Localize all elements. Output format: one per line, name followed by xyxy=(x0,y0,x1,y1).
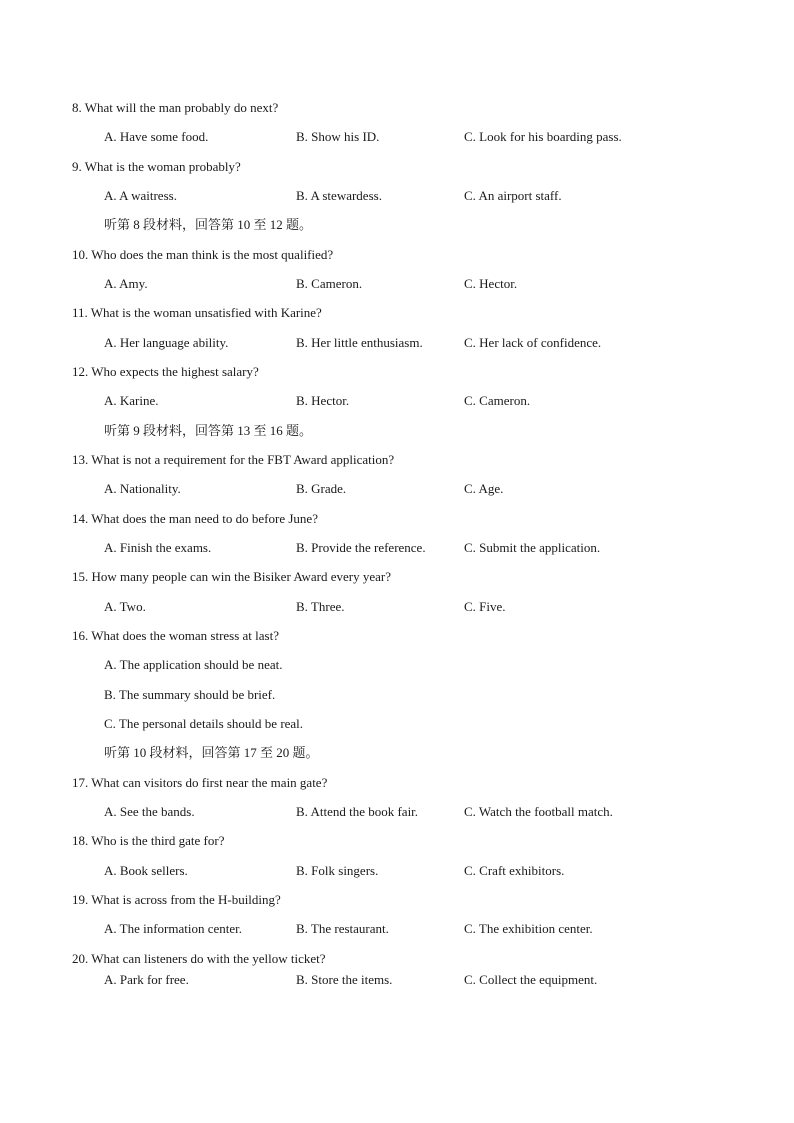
option-a: A. Park for free. xyxy=(104,972,189,987)
option-c: C. Five. xyxy=(464,599,506,614)
option-c: C. Craft exhibitors. xyxy=(464,863,565,878)
option-b: B. The restaurant. xyxy=(296,921,389,936)
option-a: A. Amy. xyxy=(104,276,148,291)
option-a: A. Her language ability. xyxy=(104,335,229,350)
question-stem: 13. What is not a requirement for the FBT Award application? xyxy=(72,452,395,467)
option-b: B. Provide the reference. xyxy=(296,540,426,555)
option-c: C. Look for his boarding pass. xyxy=(464,129,622,144)
option-a: A. The application should be neat. xyxy=(104,657,283,672)
option-a: A. Nationality. xyxy=(104,481,181,496)
section-instruction: 听第 10 段材料，回答第 17 至 20 题。 xyxy=(104,745,319,760)
option-c: C. Age. xyxy=(464,481,504,496)
section-instruction: 听第 9 段材料，回答第 13 至 16 题。 xyxy=(104,423,313,438)
question-stem: 15. How many people can win the Bisiker Award every year? xyxy=(72,569,392,584)
option-a: A. Finish the exams. xyxy=(104,540,212,555)
option-b: B. Show his ID. xyxy=(296,129,380,144)
option-c: C. Watch the football match. xyxy=(464,804,613,819)
question-stem: 17. What can visitors do first near the main gate? xyxy=(72,775,328,790)
option-c: C. Cameron. xyxy=(464,393,531,408)
option-b: B. Attend the book fair. xyxy=(296,804,419,819)
option-a: A. See the bands. xyxy=(104,804,195,819)
question-stem: 8. What will the man probably do next? xyxy=(72,100,279,115)
option-b: B. Store the items. xyxy=(296,972,393,987)
option-b: B. Hector. xyxy=(296,393,350,408)
option-a: A. Karine. xyxy=(104,393,159,408)
option-c: C. The personal details should be real. xyxy=(104,716,304,731)
option-c: C. Collect the equipment. xyxy=(464,972,598,987)
question-stem: 20. What can listeners do with the yellow ticket? xyxy=(72,951,326,966)
question-stem: 18. Who is the third gate for? xyxy=(72,833,225,848)
option-b: B. The summary should be brief. xyxy=(104,687,276,702)
question-stem: 10. Who does the man think is the most qualified? xyxy=(72,247,334,262)
option-c: C. The exhibition center. xyxy=(464,921,593,936)
question-stem: 11. What is the woman unsatisfied with Karine? xyxy=(72,305,322,320)
section-instruction: 听第 8 段材料，回答第 10 至 12 题。 xyxy=(104,217,313,232)
option-a: A. Book sellers. xyxy=(104,863,188,878)
option-c: C. Hector. xyxy=(464,276,518,291)
question-stem: 16. What does the woman stress at last? xyxy=(72,628,279,643)
option-a: A. Two. xyxy=(104,599,146,614)
question-stem: 9. What is the woman probably? xyxy=(72,159,241,174)
question-stem: 14. What does the man need to do before June? xyxy=(72,511,318,526)
option-c: C. Her lack of confidence. xyxy=(464,335,602,350)
option-b: B. A stewardess. xyxy=(296,188,382,203)
option-b: B. Folk singers. xyxy=(296,863,379,878)
option-a: A. The information center. xyxy=(104,921,243,936)
option-b: B. Three. xyxy=(296,599,345,614)
option-b: B. Grade. xyxy=(296,481,347,496)
option-a: A. Have some food. xyxy=(104,129,209,144)
option-c: C. Submit the application. xyxy=(464,540,601,555)
option-a: A. A waitress. xyxy=(104,188,177,203)
question-stem: 12. Who expects the highest salary? xyxy=(72,364,259,379)
question-stem: 19. What is across from the H-building? xyxy=(72,892,281,907)
option-c: C. An airport staff. xyxy=(464,188,562,203)
option-b: B. Her little enthusiasm. xyxy=(296,335,423,350)
option-b: B. Cameron. xyxy=(296,276,363,291)
